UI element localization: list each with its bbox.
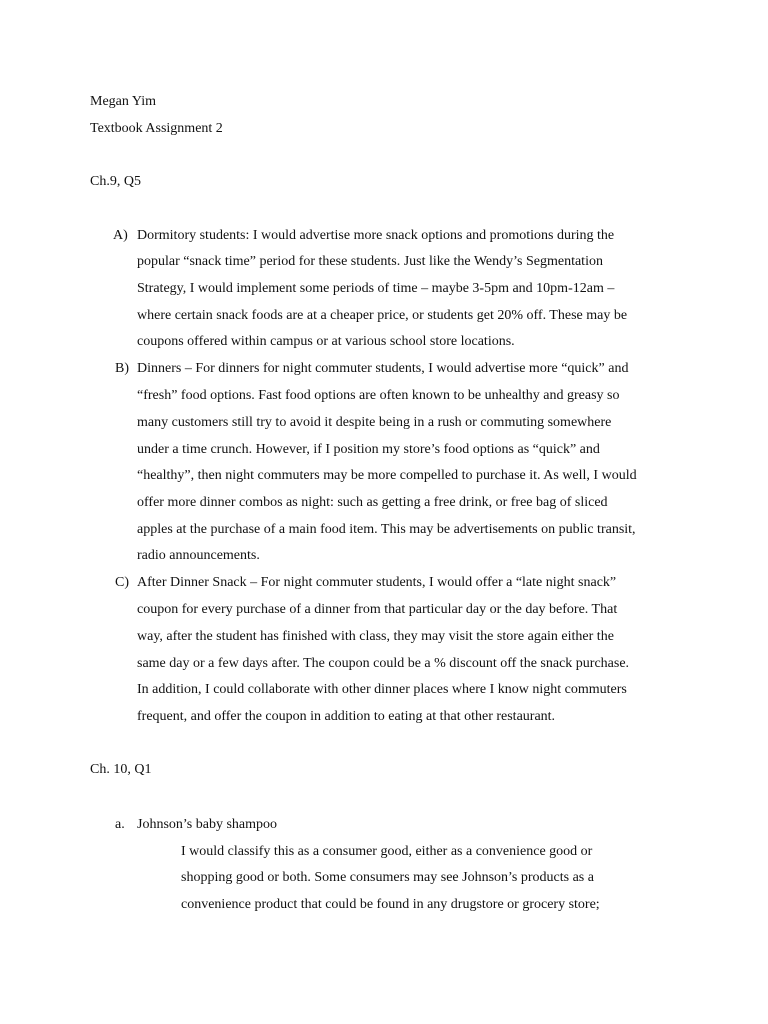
paragraph-line: coupons offered within campus or at various school store locations.: [137, 334, 515, 349]
paragraph-line: “healthy”, then night commuters may be more compelled to purchase it. As well, I would: [137, 468, 637, 483]
paragraph-line: apples at the purchase of a main food item. This may be advertisements on public transit,: [137, 522, 636, 537]
paragraph-line: many customers still try to avoid it despite being in a rush or commuting somewhere: [137, 415, 612, 430]
list-marker-a: A): [113, 228, 128, 243]
paragraph-line: Strategy, I would implement some periods of time – maybe 3-5pm and 10pm-12am –: [137, 281, 615, 296]
paragraph-line: way, after the student has finished with class, they may visit the store again either the: [137, 629, 614, 644]
paragraph-line: same day or a few days after. The coupon could be a % discount off the snack purchase.: [137, 656, 630, 671]
paragraph-line: popular “snack time” period for these students. Just like the Wendy’s Segmentation: [137, 254, 603, 269]
paragraph-line: convenience product that could be found in any drugstore or grocery store;: [181, 897, 600, 912]
paragraph-line: offer more dinner combos as night: such as getting a free drink, or free bag of sliced: [137, 495, 608, 510]
paragraph-line: Dinners – For dinners for night commuter students, I would advertise more “quick” and: [137, 361, 629, 376]
list-marker-c: C): [115, 575, 129, 590]
paragraph-line: frequent, and offer the coupon in addition to eating at that other restaurant.: [137, 709, 556, 724]
item-title: Johnson’s baby shampoo: [137, 817, 277, 832]
paragraph-line: coupon for every purchase of a dinner from that particular day or the day before. That: [137, 602, 618, 617]
author-name: Megan Yim: [90, 94, 156, 109]
assignment-title: Textbook Assignment 2: [90, 121, 223, 136]
paragraph-line: where certain snack foods are at a cheaper price, or students get 20% off. These may be: [137, 308, 628, 323]
paragraph-line: radio announcements.: [137, 548, 260, 563]
paragraph-line: After Dinner Snack – For night commuter students, I would offer a “late night snack”: [137, 575, 617, 590]
list-marker-b: B): [115, 361, 129, 376]
paragraph-line: In addition, I could collaborate with other dinner places where I know night commuters: [137, 682, 627, 697]
section-heading-ch10-q1: Ch. 10, Q1: [90, 762, 152, 777]
paragraph-line: under a time crunch. However, if I position my store’s food options as “quick” and: [137, 442, 600, 457]
section-heading-ch9-q5: Ch.9, Q5: [90, 174, 141, 189]
paragraph-line: “fresh” food options. Fast food options are often known to be unhealthy and greasy so: [137, 388, 620, 403]
paragraph-line: Dormitory students: I would advertise more snack options and promotions during the: [137, 228, 615, 243]
paragraph-line: I would classify this as a consumer good, either as a convenience good or: [181, 844, 593, 859]
paragraph-line: shopping good or both. Some consumers may see Johnson’s products as a: [181, 870, 594, 885]
list-marker-a-lower: a.: [115, 817, 125, 832]
